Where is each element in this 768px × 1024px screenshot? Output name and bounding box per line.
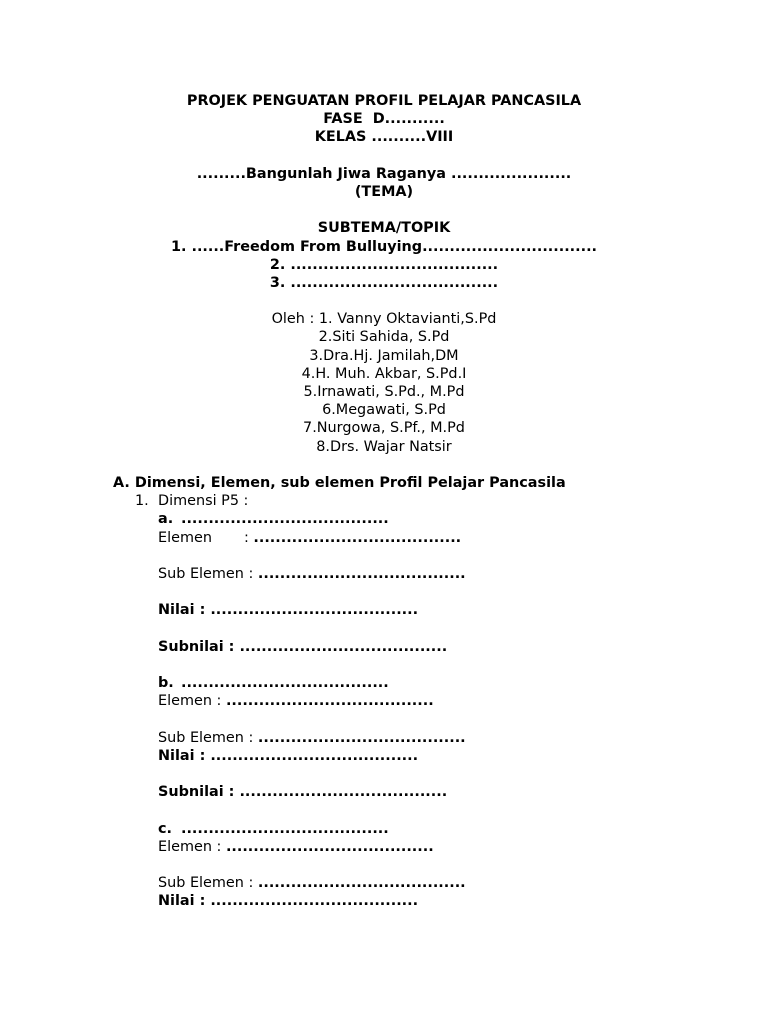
block-c-heading xyxy=(0,820,768,838)
block-c-letter: c. xyxy=(158,820,172,837)
elemen-value: ...................................... xyxy=(225,693,434,710)
fase-line: FASE D........... xyxy=(323,111,445,128)
author-line-8: 8.Drs. Wajar Natsir xyxy=(316,438,452,455)
author-line-3: 3.Dra.Hj. Jamilah,DM xyxy=(309,347,459,364)
section-a-heading: A. Dimensi, Elemen, sub elemen Profil Pelajar Pancasila xyxy=(113,474,566,491)
elemen-value: ...................................... xyxy=(253,529,462,546)
subtema-item-3: 3. ...................................... xyxy=(269,274,499,291)
block-a-subnilai: Subnilai : ...................................... xyxy=(158,638,448,655)
elemen-label: Elemen : xyxy=(158,838,226,855)
block-a-value: ...................................... xyxy=(181,511,389,528)
elemen-label: Elemen : xyxy=(158,693,226,710)
tema-label: (TEMA) xyxy=(354,183,414,200)
block-c-elemen xyxy=(0,838,768,856)
block-b-subnilai: Subnilai : ...................................... xyxy=(158,784,448,801)
author-line-6: 6.Megawati, S.Pd xyxy=(322,402,446,419)
block-b-nilai: Nilai : ...................................... xyxy=(158,747,419,764)
elemen-label: Elemen : xyxy=(158,529,254,546)
block-a-elemen xyxy=(0,529,768,547)
block-c-value: ...................................... xyxy=(181,820,389,837)
subtema-item-2: 2. ...................................... xyxy=(269,256,499,273)
block-c-sub-elemen xyxy=(0,874,768,892)
block-b-heading xyxy=(0,674,768,692)
author-line-7: 7.Nurgowa, S.Pf., M.Pd xyxy=(303,420,465,437)
block-a-letter: a. xyxy=(158,511,174,528)
sub-elemen-label: Sub Elemen : xyxy=(158,565,258,582)
tema-value: .........Bangunlah Jiwa Raganya ...................... xyxy=(196,165,572,182)
block-a-heading xyxy=(0,510,768,528)
block-b-sub-elemen xyxy=(0,729,768,747)
document-title: PROJEK PENGUATAN PROFIL PELAJAR PANCASILA xyxy=(186,93,582,109)
author-line-4: 4.H. Muh. Akbar, S.Pd.I xyxy=(301,365,467,382)
dimensi-line xyxy=(0,492,768,510)
subtema-item-1: 1. ......Freedom From Bulluying................................ xyxy=(170,238,598,255)
dimensi-label: Dimensi P5 : xyxy=(158,493,249,510)
sub-elemen-value: ...................................... xyxy=(257,729,466,746)
block-a-nilai: Nilai : ...................................... xyxy=(158,602,419,619)
subtema-heading: SUBTEMA/TOPIK xyxy=(317,220,451,237)
author-line-2: 2.Siti Sahida, S.Pd xyxy=(318,329,450,346)
elemen-value: ...................................... xyxy=(225,838,434,855)
dimensi-number: 1. xyxy=(135,493,149,510)
sub-elemen-value: ...................................... xyxy=(257,875,466,892)
author-line-1: Oleh : 1. Vanny Oktavianti,S.Pd xyxy=(271,311,497,328)
block-b-letter: b. xyxy=(158,675,174,691)
sub-elemen-label: Sub Elemen : xyxy=(158,875,258,892)
document-page xyxy=(0,92,768,910)
block-a-sub-elemen xyxy=(0,565,768,583)
block-c-nilai: Nilai : ...................................... xyxy=(158,893,419,910)
block-b-value: ...................................... xyxy=(181,675,389,691)
sub-elemen-label: Sub Elemen : xyxy=(158,729,258,746)
sub-elemen-value: ...................................... xyxy=(257,565,466,582)
author-line-5: 5.Irnawati, S.Pd., M.Pd xyxy=(303,384,465,400)
kelas-line: KELAS ..........VIII xyxy=(314,129,454,146)
block-b-elemen xyxy=(0,692,768,710)
